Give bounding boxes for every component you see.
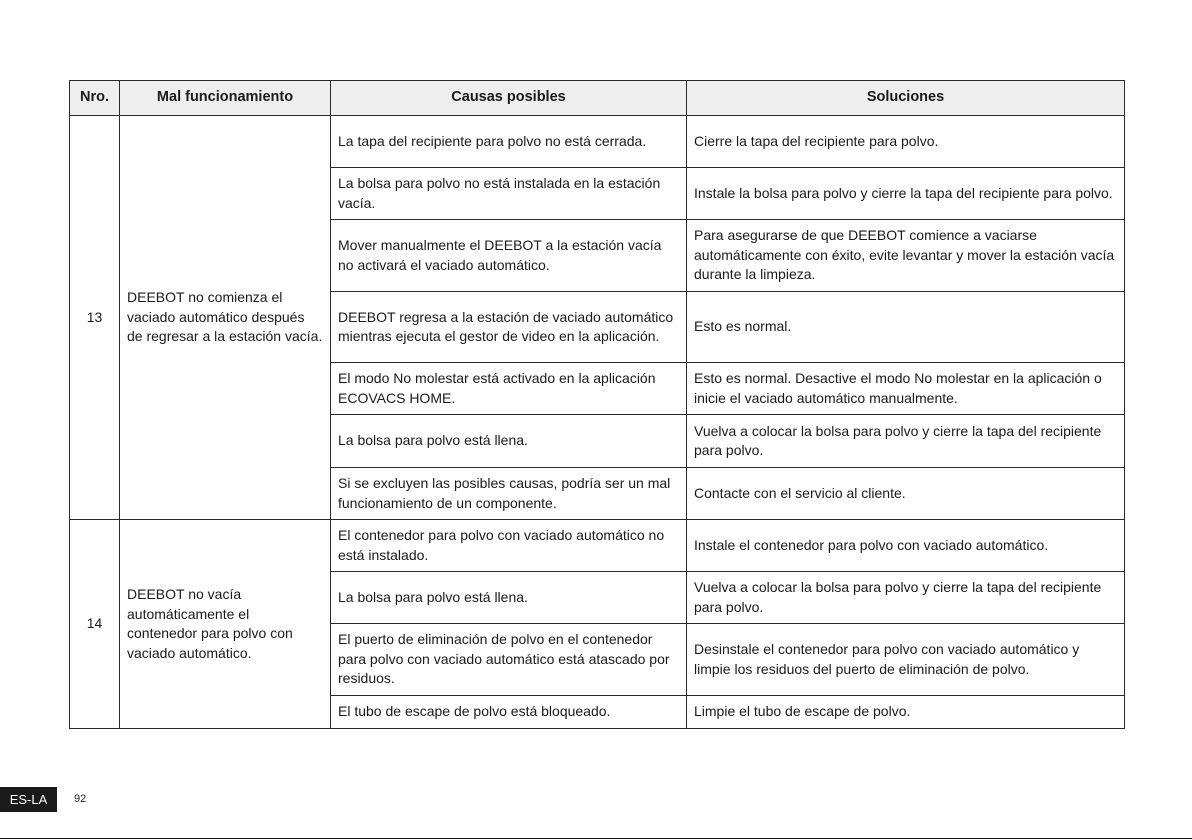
table-row <box>70 116 1125 168</box>
row-number: 14 <box>70 520 120 729</box>
cause-cell: El contenedor para polvo con vaciado automático no está instalado. <box>331 520 687 572</box>
troubleshooting-table <box>69 80 1125 729</box>
cause-cell: La tapa del recipiente para polvo no está cerrada. <box>331 116 687 168</box>
solution-cell: Instale el contenedor para polvo con vaciado automático. <box>687 520 1125 572</box>
cause-cell: El tubo de escape de polvo está bloqueado. <box>331 696 687 729</box>
cause-cell: La bolsa para polvo no está instalada en la estación vacía. <box>331 168 687 220</box>
solution-cell: Vuelva a colocar la bolsa para polvo y cierre la tapa del recipiente para polvo. <box>687 415 1125 468</box>
language-badge: ES-LA <box>0 787 57 812</box>
solution-cell: Instale la bolsa para polvo y cierre la tapa del recipiente para polvo. <box>687 168 1125 220</box>
cause-cell: Mover manualmente el DEEBOT a la estación vacía no activará el vaciado automático. <box>331 220 687 292</box>
header-causes: Causas posibles <box>331 81 687 116</box>
solution-cell: Esto es normal. Desactive el modo No molestar en la aplicación o inicie el vaciado automático manualmente. <box>687 363 1125 415</box>
header-nro: Nro. <box>70 81 120 116</box>
bottom-rule <box>0 838 1192 839</box>
cause-cell: La bolsa para polvo está llena. <box>331 415 687 468</box>
cause-cell: El modo No molestar está activado en la aplicación ECOVACS HOME. <box>331 363 687 415</box>
solution-cell: Para asegurarse de que DEEBOT comience a vaciarse automáticamente con éxito, evite levantar y mover la estación vacía durante la limpieza. <box>687 220 1125 292</box>
header-malfunction: Mal funcionamiento <box>120 81 331 116</box>
solution-cell: Vuelva a colocar la bolsa para polvo y cierre la tapa del recipiente para polvo. <box>687 572 1125 624</box>
solution-cell: Limpie el tubo de escape de polvo. <box>687 696 1125 729</box>
malfunction-cell: DEEBOT no comienza el vaciado automático después de regresar a la estación vacía. <box>120 116 331 520</box>
row-number: 13 <box>70 116 120 520</box>
solution-cell: Contacte con el servicio al cliente. <box>687 468 1125 520</box>
solution-cell: Esto es normal. <box>687 292 1125 363</box>
cause-cell: Si se excluyen las posibles causas, podría ser un mal funcionamiento de un componente. <box>331 468 687 520</box>
solution-cell: Cierre la tapa del recipiente para polvo. <box>687 116 1125 168</box>
table-header-row <box>70 81 1125 116</box>
malfunction-cell: DEEBOT no vacía automáticamente el contenedor para polvo con vaciado automático. <box>120 520 331 729</box>
table-row <box>70 520 1125 572</box>
header-solutions: Soluciones <box>687 81 1125 116</box>
page-number: 92 <box>74 793 87 805</box>
solution-cell: Desinstale el contenedor para polvo con vaciado automático y limpie los residuos del puerto de eliminación de polvo. <box>687 624 1125 696</box>
cause-cell: DEEBOT regresa a la estación de vaciado automático mientras ejecuta el gestor de video en la aplicación. <box>331 292 687 363</box>
cause-cell: La bolsa para polvo está llena. <box>331 572 687 624</box>
cause-cell: El puerto de eliminación de polvo en el contenedor para polvo con vaciado automático está atascado por residuos. <box>331 624 687 696</box>
